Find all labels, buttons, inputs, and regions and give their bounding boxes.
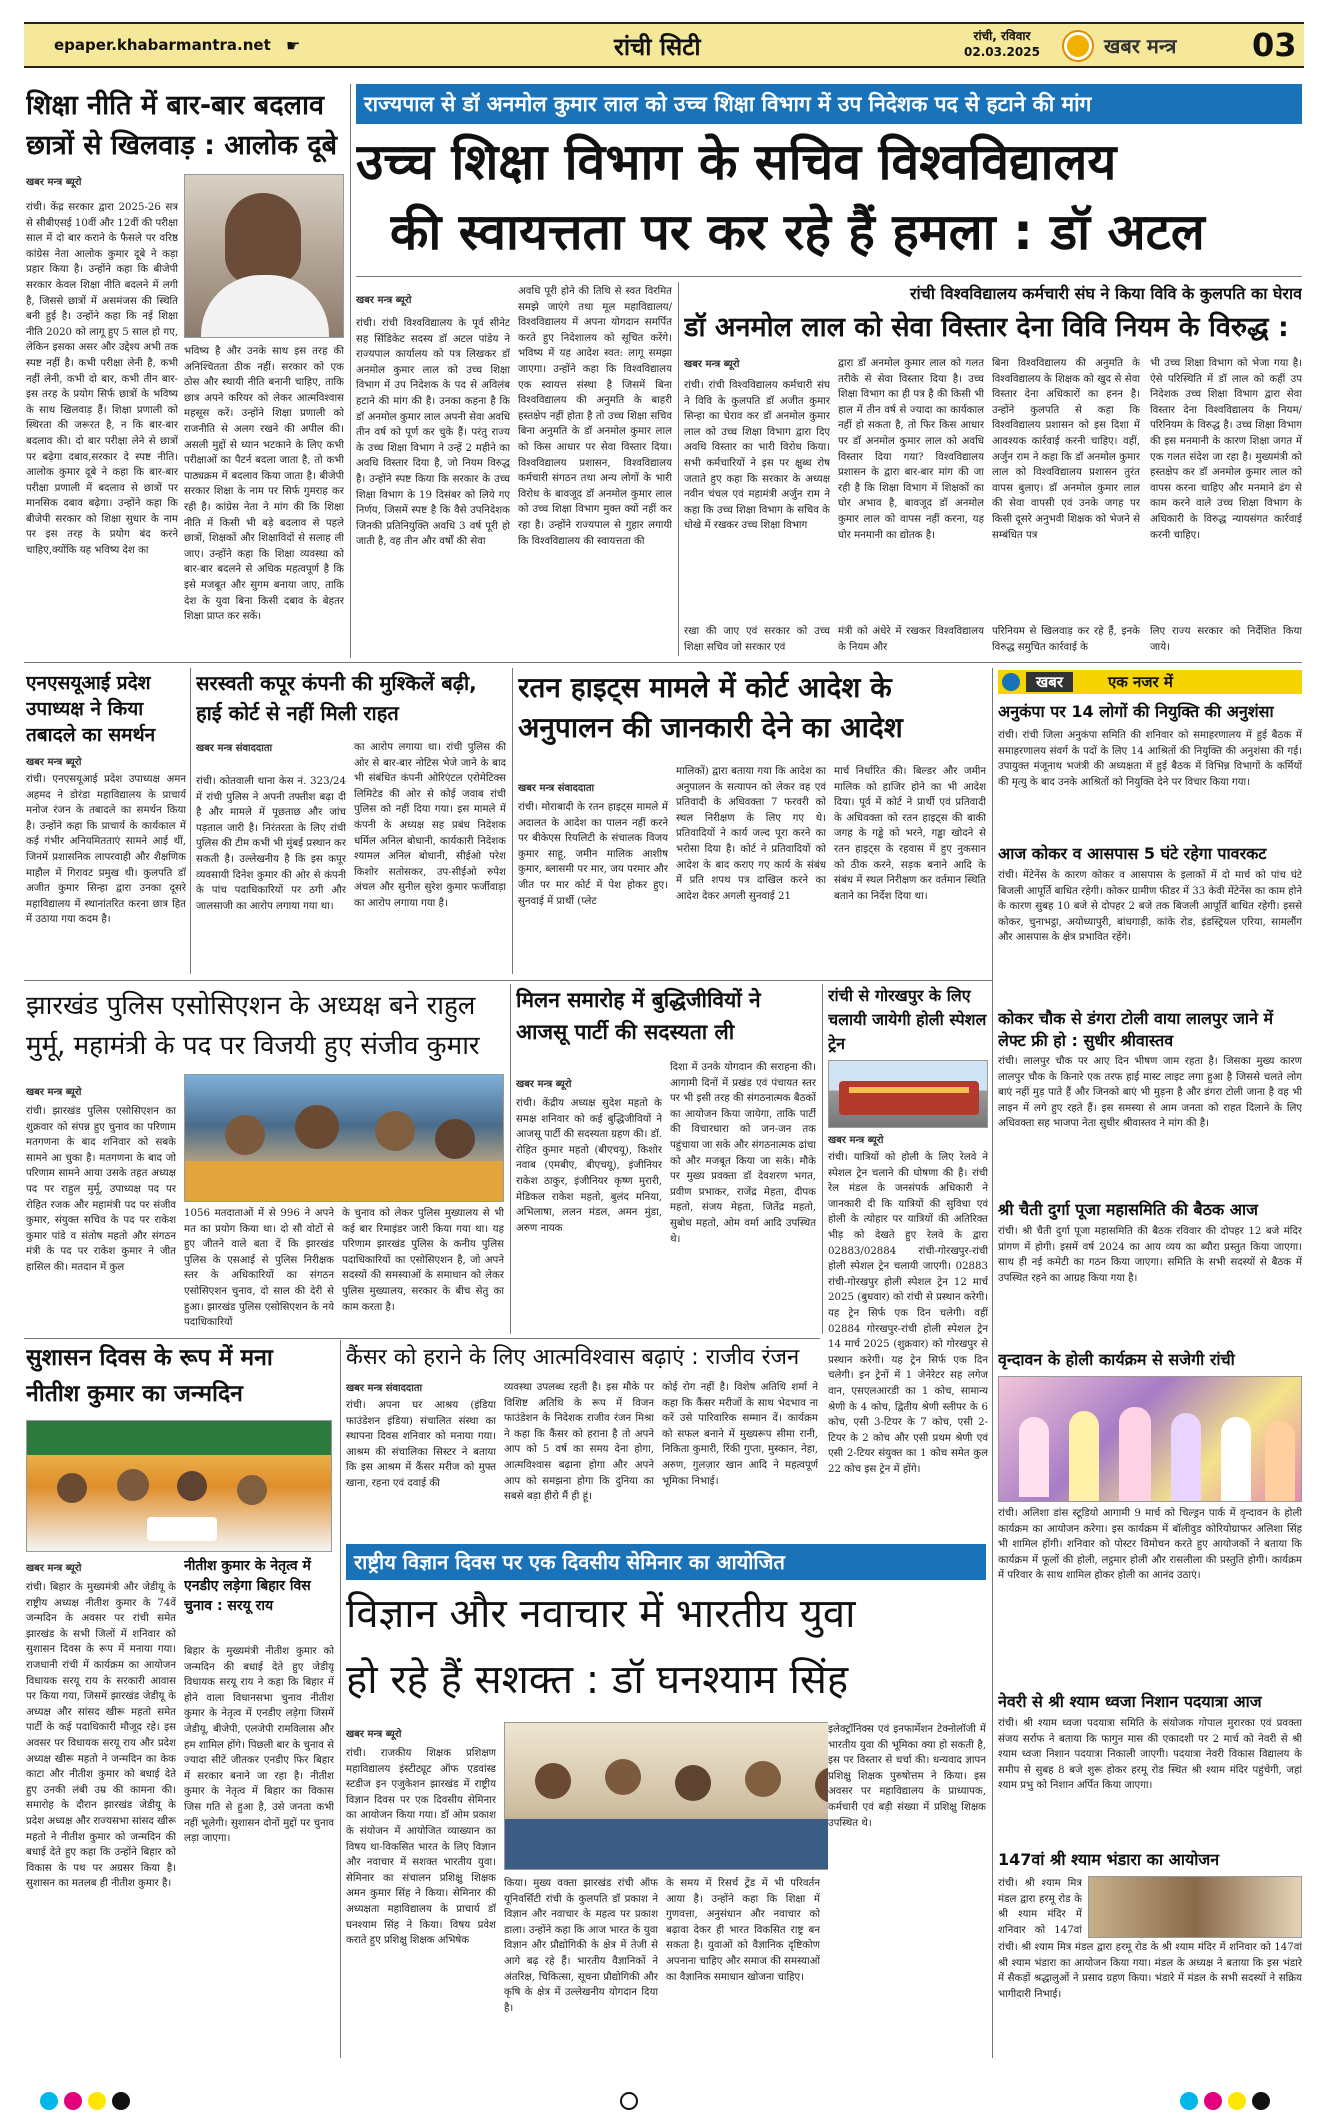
bhandara-body-lines: रांची। श्री श्याम मित्र मंडल द्वारा हरमू रोड के श्री श्याम मंदिर में शनिवार को 147वां श्री श्याम भंडारा का आयोजन किया गया। मंडल के अध्यक्ष ने बताया कि इस भंडारे में सैकड़ों श्रद्धालुओं ने प्रसाद ग्रहण किया। भंडारे में मंडल के सभी सदस्यों ने सक्रिय भागीदारी निभाई। — [998, 1942, 1302, 2000]
page-number: 03 — [1252, 26, 1297, 64]
chaiti-body: रांची। श्री चैती दुर्गा पूजा महासमिति की बैठक रविवार की दोपहर 12 बजे मंदिर प्रांगण में होगी। इसमें वर्ष 2024 का आय व्यय का ब्यौरा प्रस्तुत किया जाएगा। साथ ही नई कमेटी का गठन किया जाएगा। समिति के सभी सदस्यों से बैठक में उपस्थित रहने का आग्रह किया गया है। — [998, 1226, 1302, 1284]
rv-body-col4: भी उच्च शिक्षा विभाग को भेजा गया है। ऐसे परिस्थिति में डॉ लाल को कहीं उप निदेशक उच्च शिक्षा विभाग द्वारा सेवा विस्तार देना विश्वविद्यालय के नियम/परिनियम के विरुद्ध है। उच्च शिक्षा विभाग की इस मनमानी के कारण शिक्षा जगत में एक गलत संदेश जा रहा है। मुख्यमंत्री को हस्तक्षेप कर डॉ अनमोल कुमार लाल को वापस करना चाहिए और मनमाने ढंग से काम करने वाले उच्च शिक्षा विभाग के अधिकारी के विरुद्ध न्यायसंगत कार्रवाई करनी चाहिए। — [1150, 358, 1302, 541]
cancer-body-col3: कोई रोग नहीं है। विशेष अतिथि शर्मा ने कहा कि कैंसर मरीजों के साथ भेदभाव ना करें उसे पारिवारिक सम्मान दें। कार्यक्रम को सफल बनाने में मुख्यरूप सीमा रानी, निकिता कुमारी, रिंकी गुप्ता, मुस्कान, नेहा, अरुण, गुलज़ार खान आदि ने महत्वपूर्ण भूमिका निभाई। — [662, 1382, 818, 1487]
kokar-body: रांची। लालपुर चौक पर आए दिन भीषण जाम रहता है। जिसका मुख्य कारण लालपुर चौक के किनारे एक तरफ हाई मास्ट लाइट लगा हुआ है जिससे चलते लोग बाएं नहीं मुड़ पाते हैं और जिनको बाएं भी मुड़ना है और डंगरा टोली जाना है वह भी लाइन में लगे हुए रहते हैं। इस समस्या से आम जनता को राहत दिलाने के लिए अधिवक्ता सह भाजपा नेता सुधीर श्रीवास्तव ने मांग की है। — [998, 1056, 1302, 1130]
cancer-byline: खबर मन्त्र संवाददाता — [346, 1383, 423, 1394]
nitish-byline: खबर मन्त्र ब्यूरो — [26, 1563, 82, 1574]
khabar-tag — [998, 670, 1302, 694]
globe-icon — [1002, 673, 1020, 691]
bhandara-headline[interactable]: 147वां श्री श्याम भंडारा का आयोजन — [998, 1850, 1220, 1869]
jpa-body-col1: रांची। झारखंड पुलिस एसोसिएशन का शुक्रवार को संपन्न हुए चुनाव का परिणाम मतगणना के बाद शनिवार को सबके सामने आ चुका है। मतगणना के बाद जो परिणाम सामने आया उसके तहत अध्यक्ष पद पर राहुल मुर्मू, उपाध्यक्ष पद पर रोहित रजक और महामंत्री पद पर संजीव कुमार, संयुक्त सचिव के पद पर राकेश कुमार पांडे व संतोष महतो और संगठन मंत्री के पद पर राकेश कुमार ने जीत हासिल की। मतदान में कुल — [26, 1106, 176, 1273]
rv-byline: खबर मन्त्र ब्यूरो — [684, 359, 740, 370]
ratan-headline[interactable]: रतन हाइट्स मामले में कोर्ट आदेश के अनुपालन की जानकारी देने का आदेश — [518, 671, 903, 744]
science-body-col3: के समय में रिसर्च ट्रेंड में भी परिवर्तन आया है। उन्होंने कहा कि शिक्षा में गुणवत्ता, अनुसंधान और नवाचार को बढ़ावा देकर ही भारत विकसित राष्ट्र बन सकता है। युवाओं को वैज्ञानिक दृष्टिकोण अपनाना चाहिए और समाज की समस्याओं का वैज्ञानिक समाधान खोजना चाहिए। — [666, 1878, 820, 1983]
jpa-byline: खबर मन्त्र ब्यूरो — [26, 1087, 82, 1098]
alok-byline: खबर मन्त्र ब्यूरो — [26, 177, 82, 188]
saraswati-body-col1: रांची। कोतवाली थाना केस नं. 323/24 में रांची पुलिस ने अपनी तफ्तीश बढ़ा दी है और मामले में पूछताछ और जांच पड़ताल जारी है। निरंतरता के लिए रांची पुलिस की टीम कभी भी मुंबई प्रस्थान कर सकती है। उल्लेखनीय है कि इस कपूर व्यवसायी दिनेश कुमार की ओर से कंपनी के पांच पदाधिकारियों पर ठगी और जालसाजी का आरोप लगाया गया था। — [196, 776, 346, 912]
alok-dubey-photo — [184, 174, 344, 338]
powercut-headline[interactable]: आज कोकर व आसपास 5 घंटे रहेगा पावरकट — [998, 844, 1267, 863]
nitish-sub-headline[interactable]: नीतीश कुमार के नेतृत्व में एनडीए लड़ेगा बिहार विस चुनाव : सरयू राय — [184, 1558, 311, 1614]
lead-body-col2: अवधि पूरी होने की तिथि से स्वत विरमित समझे जाएंगे तथा मूल महाविद्यालय/विश्वविद्यालय में अपना योगदान समर्पित करते हुए निदेशालय को सूचित करेंगे। भविष्य में यह आदेश स्वत: लागू समझा जाएगा। उन्होंने कहा कि विश्वविद्यालय एक स्वायत्त संस्था है जिसमें बिना विश्वविद्यालय की अनुमति के बाहरी हस्तक्षेप नहीं होता है तो उच्च शिक्षा सचिव बिना अनुमति के डॉ अनमोल कुमार लाल को किस आधार पर सेवा विस्तार दिया। विश्वविद्यालय प्रशासन, विश्वविद्यालय कर्मचारी संगठन तथा अन्य लोगों के भारी विरोध के बावजूद डॉ अनमोल कुमार लाल को उच्च शिक्षा विभाग मुक्त क्यों नहीं कर रहा है। उन्होंने राज्यपाल से गुहार लगायी कि विश्वविद्यालय की स्वायत्तता की — [518, 286, 672, 547]
registration-mark — [1252, 2092, 1270, 2110]
lead-body-col1: रांची। रांची विश्वविद्यालय के पूर्व सीनेट सह सिंडिकेट सदस्य डॉ अटल पांडेय ने राज्यपाल कार्यालय को पत्र लिखकर डॉ अनमोल कुमार लाल को उच्च शिक्षा विभाग में उप निदेशक के पद से अविलंब हटाने की मांग की है। उनका कहना है कि डॉ अनमोल कुमार लाल अपनी सेवा अवधि तीन वर्ष को पूर्ण कर चुके हैं। परंतु राज्य के उच्च शिक्षा विभाग ने उन्हें 2 महीने का अवधि विस्तार दिया है, जो नियम विरुद्ध है। उन्होंने स्पष्ट किया कि सरकार के उच्च शिक्षा विभाग के 19 दिसंबर को लिये गए निर्णय, जिसमें स्पष्ट है कि वैसे उपनिदेशक जिनकी प्रतिनियुक्ति अवधि 3 वर्ष पूरी हो जाती है, वह तीन और वर्षों की सेवा — [356, 318, 510, 548]
dateline — [964, 28, 1040, 60]
masthead — [24, 22, 1304, 68]
science-headline-1[interactable]: विज्ञान और नवाचार में भारतीय युवा — [346, 1591, 856, 1637]
bhandara-body: रांची। श्री श्याम मित्र मंडल द्वारा हरमू रोड के श्री श्याम मंदिर में शनिवार को 147वां — [998, 1878, 1082, 1936]
alok-headline[interactable]: शिक्षा नीति में बार-बार बदलाव छात्रों से खिलवाड़ : आलोक दूबे — [26, 90, 338, 161]
rv-kicker: रांची विश्वविद्यालय कर्मचारी संघ ने किया विवि के कुलपति का घेराव — [909, 284, 1302, 303]
milan-body-col2: दिशा में उनके योगदान की सराहना की। आगामी दिनों में प्रखंड एवं पंचायत स्तर पर भी इसी तरह की संगठनात्मक बैठकों का आयोजन किया जायेगा, ताकि पार्टी की विचारधारा को जन-जन तक पहुंचाया जा सके और संगठनात्मक ढांचा को और मजबूत किया जा सके। मौके पर मुख्य प्रवक्ता डॉ देवशरण भगत, प्रवीण प्रभाकर, राजेंद्र मेहता, दीपक महतो, संजय मेहता, जितेंद्र महतो, सुबोध महतो, ओम वर्मा आदि उपस्थित थे। — [670, 1062, 816, 1245]
nitish-body-col1: रांची। बिहार के मुख्यमंत्री और जेडीयू के राष्ट्रीय अध्यक्ष नीतीश कुमार के 74वें जन्मदिन के अवसर पर रांची समेत झारखंड के सभी जिलों में शनिवार को सुशासन दिवस के रूप में मनाया गया। राजधानी रांची में कार्यक्रम का आयोजन विधायक सरयू राय के सरकारी आवास पर किया गया, जिसमें झारखंड जेडीयू के अध्यक्ष और सांसद खीरू महतो समेत पार्टी के कई पदाधिकारी मौजूद रहे। इस अवसर पर विधायक सरयू राय और प्रदेश अध्यक्ष खीरू महतो ने जन्मदिन का केक काटा और नीतीश कुमार को बधाई देते हुए उनकी लंबी उम्र की कामना की। समारोह के दौरान झारखंड जेडीयू के प्रदेश अध्यक्ष और राज्यसभा सांसद खीरू महतो ने नीतीश कुमार को जन्मदिन की बधाई देते हुए कहा कि उन्होंने बिहार को विकास के पथ पर अग्रसर किया है। सुशासन का मतलब ही नीतीश कुमार है। — [26, 1582, 176, 1890]
vrindavan-body: रांची। अलिशा डांस स्टूडियो आगामी 9 मार्च को चिल्ड्रन पार्क में वृन्दावन के होली कार्यक्रम का आयोजन करेगा। इस कार्यक्रम में बॉलीवुड कोरियोग्राफर अलिशा सिंह भी शामिल होंगी। शनिवार को पोस्टर विमोचन करते हुए आयोजकों ने बताया कि कार्यक्रम में फूलों की होली, लट्ठमार होली और रासलीला की प्रस्तुति होगी। कार्यक्रम में परिवार के साथ शामिल होकर होली का आनंद उठाएं। — [998, 1508, 1302, 1582]
lead-banner: राज्यपाल से डॉ अनमोल कुमार लाल को उच्च शिक्षा विभाग में उप निदेशक पद से हटाने की मांग — [356, 84, 1302, 124]
ratan-body-col2: मालिकों) द्वारा बताया गया कि आदेश का अनुपालन के सत्यापन को लेकर वह एवं प्रतिवादी के अधिवक्ता 7 फरवरी को स्थल निरीक्षण के लिए गए थे। प्रतिवादियों ने कार्य जल्द पूरा करने का भरोसा दिया है। कोर्ट ने प्रतिवादियों को आदेश के बाद कराए गए कार्य के संबंध में प्रति शपथ पत्र दाखिल करने का आदेश देकर अगली सुनवाई 21 — [676, 766, 826, 902]
dhwaja-body: रांची। श्री श्याम ध्वजा पदयात्रा समिति के संयोजक गोपाल मुरारका एवं प्रवक्ता संजय सर्राफ ने बताया कि फागुन मास की एकादशी पर 2 मार्च को नेवरी से श्री श्याम ध्वजा निशान पदयात्रा निकाली जाएगी। पदयात्रा नेवरी विकास विद्यालय के समीप से सुबह 8 बजे शुरू होकर हरमू रोड स्थित श्री श्याम मंदिर पहुंचेगी, जहां श्याम प्रभु को निशान अर्पित किया जाएगा। — [998, 1718, 1302, 1792]
registration-mark — [40, 2092, 58, 2110]
science-headline-2[interactable]: हो रहे हैं सशक्त : डॉ घनश्याम सिंह — [346, 1657, 849, 1703]
alok-body-col1: रांची। केंद्र सरकार द्वारा 2025-26 सत्र से सीबीएसई 10वीं और 12वीं की परीक्षा साल में दो बार कराने के फैसले पर वरिष्ठ कांग्रेस नेता आलोक कुमार दूबे ने कड़ा प्रहार किया है। उन्होंने कहा कि बीजेपी सरकार केवल शिक्षा नीति बदलने में लगी है, जिससे छात्रों में असमंजस की स्थिति बनी हुई है। उन्होंने कहा कि नई शिक्षा नीति 2020 को लागू हुए 5 साल हो गए, लेकिन इसका असर और उद्देश्य अभी तक स्पष्ट नहीं है। कभी परीक्षा लेनी है, कभी नहीं लेनी, कभी दो बार, कभी तीन बार-इस तरह के प्रयोग सिर्फ छात्रों के भविष्य के साथ खिलवाड़ हैं। शिक्षा प्रणाली को स्थिरता की जरूरत है, न कि बार-बार बदलाव की। दो बार परीक्षा लेने से छात्रों पर बढ़ेगा दबाव,सरकार दे स्पष्ट नीति। आलोक कुमार दूबे ने कहा कि बार-बार परीक्षा प्रणाली में बदलाव से छात्रों पर मानसिक दबाव बढ़ेगा। उन्होंने कहा कि बीजेपी सरकार को शिक्षा सुधार के नाम पर इस तरह के प्रयोग बंद करने चाहिए,क्योंकि यह भविष्य देश का — [26, 202, 178, 557]
cancer-headline[interactable]: कैंसर को हराने के लिए आत्मविश्वास बढ़ाएं : राजीव रंजन — [346, 1345, 800, 1370]
rv-bottom-3: परिनियम से खिलवाड़ कर रहे हैं, इनके विरुद्ध समुचित कार्रवाई के — [992, 626, 1140, 653]
milan-byline: खबर मन्त्र ब्यूरो — [516, 1079, 572, 1090]
rv-headline[interactable]: डॉ अनमोल लाल को सेवा विस्तार देना विवि नियम के विरुद्ध : — [684, 312, 1289, 343]
nsui-byline: खबर मन्त्र ब्यूरो — [26, 757, 82, 768]
anukampa-body: रांची। रांची जिला अनुकंपा समिति की शनिवार को समाहरणालय में हुई बैठक में समाहरणालय संवर्ग के पदों के लिए 14 आश्रितों की नियुक्ति की अनुशंसा की गई। उपायुक्त मंजूनाथ भजंत्री की अध्यक्षता में हुई बैठक में विभिन्न विभागों के कर्मियों की मृत्यु के बाद उनके आश्रितों को नियुक्ति देने पर विचार किया गया। — [998, 730, 1302, 788]
brand-name: खबर मन्त्र — [1104, 34, 1177, 58]
vrindavan-holi-photo — [998, 1376, 1302, 1502]
cursor-icon: ☛ — [286, 36, 301, 55]
tag-label-2: एक नजर में — [1108, 673, 1173, 691]
rv-bottom-4: लिए राज्य सरकार को निर्देशित किया जाये। — [1150, 626, 1302, 653]
ratan-byline: खबर मन्त्र संवाददाता — [518, 783, 595, 794]
registration-mark — [64, 2092, 82, 2110]
tag-label: खबर — [1026, 672, 1073, 692]
cancer-body-col2: व्यवस्था उपलब्ध रहती है। इस मौके पर विशिष्ट अतिथि के रूप में विजन फाउंडेशन के निदेशक राजीव रंजन मिश्रा ने कहा कि कैंसर को हराना है तो अपने आप को 5 वर्ष का समय देना होगा, आत्मविश्वास बढ़ाना होगा और अपने आप को समझना होगा कि दुनिया का सबसे बड़ा हीरो मैं ही हूं। — [504, 1382, 654, 1503]
site-url-link[interactable]: epaper.khabarmantra.net — [54, 36, 271, 54]
science-banner: राष्ट्रीय विज्ञान दिवस पर एक दिवसीय सेमिनार का आयोजित — [346, 1544, 986, 1580]
dhwaja-headline[interactable]: नेवरी से श्री श्याम ध्वजा निशान पदयात्रा आज — [998, 1692, 1262, 1711]
section-title: रांची सिटी — [614, 33, 701, 61]
brand-logo-icon — [1064, 32, 1092, 60]
rv-bottom-1: रखा की जाए एवं सरकार को उच्च शिक्षा सचिव जो सरकार एवं — [684, 626, 830, 653]
bhandara-photo — [1088, 1876, 1302, 1938]
rv-body-col1: रांची। रांची विश्वविद्यालय कर्मचारी संघ ने विवि के कुलपति डॉ अजीत कुमार सिन्हा का घेराव कर डॉ अनमोल कुमार लाल को उच्च शिक्षा विभाग द्वारा दिए अवधि विस्तार का भारी विरोध किया। सभी कर्मचारियों ने इस पर क्षुब्ध रोष जताते हुए कहा कि सरकार के अध्यक्ष नवीन चंचल एवं महामंत्री अर्जुन राम ने कहा कि उच्च शिक्षा विभाग के सचिव के धोखे में रखकर उच्च शिक्षा विभाग — [684, 380, 830, 532]
nsui-body: रांची। एनएसयूआई प्रदेश उपाध्यक्ष अमन अहमद ने डोरंडा महाविद्यालय के प्राचार्य मनोज रंजन के तबादले का समर्थन किया है। उन्होंने कहा कि प्राचार्य के कार्यकाल में कई गंभीर अनियमितताएं सामने आई थीं, जिनमें प्रशासनिक लापरवाही और शैक्षणिक माहौल में गिरावट प्रमुख थी। कुलपति डॉ अजीत कुमार सिन्हा द्वारा उनका दूसरे महाविद्यालय में स्थानांतरित करना छात्र हित में उठाया गया कदम है। — [26, 774, 186, 926]
science-body-col4: इलेक्ट्रॉनिक्स एवं इनफार्मेशन टेक्नोलॉजी में भारतीय युवा की भूमिका क्या हो सकती है, इस पर विस्तार से चर्चा की। धन्यवाद ज्ञापन प्रशिक्षु शिक्षक पुरुषोत्तम ने किया। इस अवसर पर महाविद्यालय के प्राध्यापक, कर्मचारी एवं बड़ी संख्या में प्रशिक्षु शिक्षक उपस्थित थे। — [828, 1722, 986, 2058]
jpa-body-col2: 1056 मतदाताओं में से 996 ने अपने मत का प्रयोग किया था। दो सौ वोटों से हुए जीतने वाले बता दें कि झारखंड पुलिस के एसआई से पुलिस निरीक्षक स्तर के अधिकारियों का संगठन एसोसिएशन चुनाव, दो साल की देरी से हुआ। झारखंड पुलिस एसोसिएशन के नये पदाधिकारियों — [184, 1208, 334, 1329]
nitish-body-col2: बिहार के मुख्यमंत्री नीतीश कुमार को जन्मदिन की बधाई देते हुए जेडीयू विधायक सरयू राय ने कहा कि बिहार में होने वाला विधानसभा चुनाव नीतीश कुमार के नेतृत्व में एनडीए लड़ेगा जिसमें जेडीयू, बीजेपी, एलजेपी रामविलास और हम शामिल होंगे। पिछली बार के चुनाव से ज्यादा सीटें जीतकर एनडीए फिर बिहार में सरकार बनाने जा रहा है। नीतीश कुमार के नेतृत्व में बिहार का विकास जिस गति से हुआ है, उसे जनता कभी नहीं भूलेगी। सुशासन दोनों मुद्दों पर चुनाव लड़ा जाएगा। — [184, 1646, 334, 1845]
saraswati-headline[interactable]: सरस्वती कपूर कंपनी की मुश्किलें बढ़ी, हाई कोर्ट से नहीं मिली राहत — [196, 671, 477, 725]
rv-bottom-2: मंत्री को अंधेरे में रखकर विश्वविद्यालय के नियम और — [838, 626, 984, 653]
registration-mark — [88, 2092, 106, 2110]
train-byline: खबर मन्त्र ब्यूरो — [828, 1135, 884, 1146]
science-body-col1: रांची। राजकीय शिक्षक प्रशिक्षण महाविद्यालय इंस्टीट्यूट ऑफ एडवांस्ड स्टडीज इन एजुकेशन झारखंड में राष्ट्रीय विज्ञान दिवस पर एक दिवसीय सेमिनार का आयोजन किया गया। डॉ ओम प्रकाश के संयोजन में आयोजित व्याख्यान का विषय था-विकसित भारत के लिए विज्ञान और नवाचार में सशक्त भारतीय युवा। सेमिनार का संचालन प्रशिक्षु शिक्षक अमन कुमार सिंह ने किया। सेमिनार की अध्यक्षता महाविद्यालय के प्राचार्य डॉ घनश्याम सिंह ने किया। विषय प्रवेश कराते हुए प्रशिक्षु शिक्षक अभिषेक — [346, 1748, 496, 1947]
train-photo — [828, 1060, 988, 1128]
science-body-col2: किया। मुख्य वक्ता झारखंड रांची ऑफ यूनिवर्सिटी रांची के कुलपति डॉ प्रकाश ने विज्ञान और नवाचार के महत्व पर प्रकाश डाला। उन्होंने कहा कि आज भारत के युवा विज्ञान और प्रौद्योगिकी के क्षेत्र में तेजी से आगे बढ़ रहे हैं। भारतीय वैज्ञानिकों ने अंतरिक्ष, चिकित्सा, सूचना प्रौद्योगिकी और कृषि के क्षेत्र में उल्लेखनीय योगदान दिया है। — [504, 1878, 658, 2014]
chaiti-headline[interactable]: श्री चैती दुर्गा पूजा महासमिति की बैठक आज — [998, 1200, 1259, 1219]
rv-body-col3: बिना विश्वविद्यालय की अनुमति के विश्वविद्यालय के शिक्षक को खुद से सेवा विस्तार देना अधिकारों का हनन है। उन्होंने कुलपति से कहा कि विश्वविद्यालय प्रशासन को इस दिशा में आवश्यक कार्रवाई करनी चाहिए। वहीं, अर्जुन राम ने कहा कि डॉ अनमोल कुमार लाल को विश्वविद्यालय प्रशासन तुरंत वापस बुलाए। डॉ अनमोल कुमार लाल की सेवा वापसी एवं उनके जगह पर किसी दूसरे अनुभवी शिक्षक को भेजने से सम्बंधित पत्र — [992, 358, 1140, 541]
milan-headline[interactable]: मिलन समारोह में बुद्धिजीवियों ने आजसू पार्टी की सदस्यता ली — [516, 988, 761, 1044]
milan-body-col1: रांची। केंद्रीय अध्यक्ष सुदेश महतो के समक्ष शनिवार को कई बुद्धिजीवियों ने आजसू पार्टी की सदस्यता ग्रहण की। डॉ. रोहित कुमार महतो (बीएचयू), किशोर नवाब (एमबीए, बीएचयू), इंजीनियर राकेश ठाकुर, इंजीनियर कृष्ण मुरारी, मेडिकल राकेश महतो, बुलंद मनिया, अभिलाषा, ललन मंडल, अमन मुंडा, अरुण नायक — [516, 1098, 662, 1234]
issue-date: 02.03.2025 — [964, 45, 1040, 59]
bhandara-body-cont — [998, 1940, 1302, 2058]
cancer-body-col1: रांची। अपना घर आश्रय (इंडिया फाउंडेशन इंडिया) संचालित संस्था का स्थापना दिवस शनिवार को मनाया गया। आश्रम की संचालिका सिस्टर ने बताया कि इस आश्रम में कैंसर मरीज को मुफ्त खाना, रहना एवं दवाई की — [346, 1400, 496, 1489]
nitish-headline[interactable]: सुशासन दिवस के रूप में मना नीतीश कुमार का जन्मदिन — [26, 1345, 273, 1407]
vrindavan-headline[interactable]: वृन्दावन के होली कार्यक्रम से सजेगी रांची — [998, 1350, 1235, 1369]
nitish-birthday-photo — [26, 1420, 332, 1552]
train-body: रांची। यात्रियों को होली के लिए रेलवे ने स्पेशल ट्रेन चलाने की घोषणा की है। रांची रेल मंडल के जनसंपर्क अधिकारी ने जानकारी दी कि यात्रियों की सुविधा एवं होली के त्योहार पर यात्रियों की अतिरिक्त भीड़ को देखते हुए रेलवे के द्वारा 02883/02884 रांची-गोरखपुर-रांची होली स्पेशल ट्रेन चलायी जाएगी। 02883 रांची-गोरखपुर होली स्पेशल ट्रेन 12 मार्च 2025 (बुधवार) को रांची से प्रस्थान करेगी। यह ट्रेन सिर्फ एक दिन चलेगी। वहीं 02884 गोरखपुर-रांची होली स्पेशल ट्रेन 14 मार्च 2025 (शुक्रवार) को गोरखपुर से प्रस्थान करेगी। यह ट्रेन सिर्फ एक दिन चलेगी। इन ट्रेनों में 1 जेनेरेटर सह लगेज वान, एसएलआरडी का 1 कोच, सामान्य श्रेणी के 4 कोच, द्वितीय श्रेणी स्लीपर के 6 कोच, एसी 3-टियर के 7 कोच, एसी 2-टियर के 2 कोच और एसी प्रथम श्रेणी एवं एसी 2-टियर संयुक्त का 1 कोच समेत कुल 22 कोच इस ट्रेन में होंगे। — [828, 1152, 988, 1475]
registration-mark — [1228, 2092, 1246, 2110]
powercut-body: रांची। मेंटेनेंस के कारण कोकर व आसपास के इलाकों में दो मार्च को पांच घंटे बिजली आपूर्ति बाधित रहेगी। कोकर ग्रामीण फीडर में 33 केवी मेंटेनेंस का काम होने के कारण सुबह 10 बजे से दोपहर 2 बजे तक बिजली आपूर्ति बाधित रहेगी। इससे कोकर, चुनाभट्ठा, अयोध्यापुरी, बांधगाड़ी, कांके रोड, इंडस्ट्रियल एरिया, सामलौंग और आसपास के क्षेत्र प्रभावित रहेंगे। — [998, 870, 1302, 944]
ratan-body-col1: रांची। मोराबादी के रतन हाइट्स मामले में अदालत के आदेश का पालन नहीं करने पर बीकेएस रियलिटी के संचालक विजय कुमार साहू, जमीन मालिक आशीष कुमार, ब्लासमी पर मार, जय परमार और जीत पर मार कोर्ट में पेश होकर हुए। सुनवाई में प्रार्थी (प्लेट — [518, 802, 668, 907]
jpa-headline[interactable]: झारखंड पुलिस एसोसिएशन के अध्यक्ष बने राहुल मुर्मू, महामंत्री के पद पर विजयी हुए संजीव कुमार — [26, 991, 480, 1061]
science-byline: खबर मन्त्र ब्यूरो — [346, 1729, 402, 1740]
registration-mark — [1180, 2092, 1198, 2110]
saraswati-byline: खबर मन्त्र संवाददाता — [196, 743, 273, 754]
kokar-headline[interactable]: कोकर चौक से डंगरा टोली वाया लालपुर जाने में लेफ्ट फ्री हो : सुधीर श्रीवास्तव — [998, 1009, 1274, 1050]
jpa-body-col3: के चुनाव को लेकर पुलिस मुख्यालय से भी कई बार रिमाइंडर जारी किया गया था। यह परिणाम झारखंड पुलिस के कनीय पुलिस पदाधिकारियों का एसोसिएशन है, जो अपने सदस्यों की समस्याओं के समाधान को लेकर पुलिस मुख्यालय, सरकार के बीच सेतु का काम करता है। — [342, 1208, 504, 1313]
lead-headline-1[interactable]: उच्च शिक्षा विभाग के सचिव विश्वविद्यालय — [356, 133, 1117, 191]
lead-byline: खबर मन्त्र ब्यूरो — [356, 295, 412, 306]
jpa-photo — [184, 1074, 504, 1202]
registration-mark — [112, 2092, 130, 2110]
saraswati-body-col2: का आरोप लगाया था। रांची पुलिस की ओर से बार-बार नोटिस भेजे जाने के बाद भी संबंधित कंपनी ओरिएंटल एरोमेटिक्स लिमिटेड की ओर से कोई जवाब रांची पुलिस को नहीं दिया गया। इस मामले में कंपनी के अध्यक्ष सह प्रबंध निदेशक धर्मिल अनिल बोधानी, कार्यकारी निदेशक श्यामल अनिल बोधानी, सीईओ परेश किशोर सतोसकर, उप-सीईओ रुपेश अंचल और सुनील सुरेश कुमार फर्जीवाड़ा का आरोप लगाया गया है। — [354, 742, 506, 909]
train-headline[interactable]: रांची से गोरखपुर के लिए चलायी जायेगी होली स्पेशल ट्रेन — [828, 986, 987, 1053]
nsui-headline[interactable]: एनएसयूआई प्रदेश उपाध्यक्ष ने किया तबादले का समर्थन — [26, 672, 156, 746]
ratan-body-col3: मार्च निर्धारित की। बिल्डर और जमीन मालिक को हाजिर होने का भी आदेश दिया। पूर्व में कोर्ट ने प्रार्थी एवं प्रतिवादी के अधिवक्ता को रतन हाइट्स की बाकी जगह के गड्ढे को भरने, गड्ढा खोदने से रतन हाइट्स के रहवास में हुए नुकसान को ठीक करने, सड़क बनाने आदि के संबंध में स्थल निरीक्षण कर वर्तमान स्थिति बताने का निर्देश दिया था। — [834, 766, 986, 902]
lead-headline-2[interactable]: की स्वायत्तता पर कर रहे हैं हमला : डॉ अटल — [390, 203, 1205, 261]
registration-mark — [1204, 2092, 1222, 2110]
rv-body-col2: द्वारा डॉ अनमोल कुमार लाल को गलत तरीके से सेवा विस्तार दिया है। उच्च शिक्षा विभाग का ही पत्र है की किसी भी हाल में तीन वर्ष से ज्यादा का कार्यकाल नहीं हो सकता है, तो फिर किस आधार पर डॉ अनमोल कुमार लाल को अवधि विस्तार दिया गया? विश्वविद्यालय प्रशासन के द्वारा बार-बार मांग की जा रही है कि शिक्षा विभाग में शिक्षकों का घोर अभाव है, बावजूद डॉ अनमोल कुमार लाल को वापस नहीं करना, यह घोर मनमानी का द्योतक है। — [838, 358, 984, 541]
registration-mark — [620, 2092, 638, 2110]
anukampa-headline[interactable]: अनुकंपा पर 14 लोगों की नियुक्ति की अनुशंसा — [998, 702, 1274, 721]
place-day: रांची, रविवार — [973, 29, 1031, 43]
alok-body-col2: भविष्य है और उनके साथ इस तरह की अनिश्चितता ठीक नहीं। सरकार को एक ठोस और स्थायी नीति बनानी चाहिए, ताकि छात्र अपने करियर को लेकर आत्मविश्वास महसूस करें। उन्होंने शिक्षा प्रणाली को राजनीति से अलग रखने की अपील की। असली मुद्दों से ध्यान भटकाने के लिए कभी परीक्षाओं का पैटर्न बदला जाता है, तो कभी पाठ्यक्रम में बदलाव किया जाता है। बीजेपी सरकार शिक्षा के नाम पर सिर्फ गुमराह कर रही है। कांग्रेस नेता ने मांग की कि शिक्षा नीति में किसी भी बड़े बदलाव से पहले छात्रों, शिक्षकों और शिक्षाविदों से सलाह ली जाए। उन्होंने कहा कि शिक्षा व्यवस्था को बार-बार बदलने से अधिक महत्वपूर्ण है कि इसे मजबूत और सुगम बनाया जाए, ताकि देश के युवा बिना किसी दबाव के बेहतर शिक्षा प्राप्त कर सकें। — [184, 346, 344, 623]
